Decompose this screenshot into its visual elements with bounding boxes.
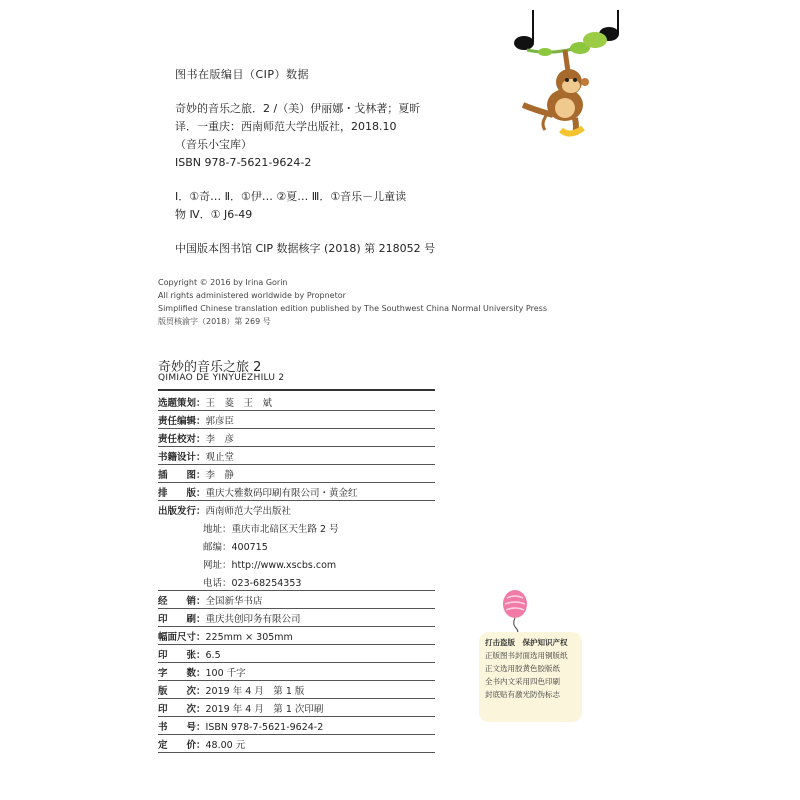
- notice-line: 正文选用胶黄色胶版纸: [485, 664, 560, 673]
- balloon-icon: [498, 588, 532, 634]
- row-divider: [158, 662, 435, 663]
- row-divider: [158, 716, 435, 717]
- copyright-line: 版贸核渝字（2018）第 269 号: [158, 317, 271, 326]
- row-divider: [158, 626, 435, 627]
- cip-line: 奇妙的音乐之旅．2 /（美）伊丽娜・戈林著；夏昕: [175, 102, 421, 115]
- spec-row: 幅面尺寸：225mm × 305mm: [158, 632, 293, 643]
- spec-row: 字 数：100 千字: [158, 668, 246, 679]
- row-divider: [158, 590, 435, 591]
- credit-row: 责任编辑：郭彦臣: [158, 416, 235, 427]
- spec-row: 印 张：6.5: [158, 650, 221, 661]
- notice-line: 全书内文采用四色印刷: [485, 677, 560, 686]
- spec-row: 书 号：ISBN 978-7-5621-9624-2: [158, 722, 324, 733]
- cip-title: 图书在版编目（CIP）数据: [175, 68, 310, 81]
- copyright-line: All rights administered worldwide by Propnetor: [158, 291, 346, 300]
- publisher-postcode: 邮编：400715: [203, 542, 268, 553]
- spec-row: 版 次：2019 年 4 月 第 1 版: [158, 686, 305, 697]
- credit-row: 书籍设计：观止堂: [158, 452, 235, 463]
- cip-line: 译．一重庆：西南师范大学出版社，2018.10: [175, 120, 397, 133]
- cip-classification: 物 Ⅳ．① J6-49: [175, 208, 253, 221]
- row-divider: [158, 446, 435, 447]
- credit-row: 插 图：李 静: [158, 470, 235, 481]
- cip-line: ISBN 978-7-5621-9624-2: [175, 156, 312, 169]
- cip-classification: Ⅰ．①奇… Ⅱ．①伊… ②夏… Ⅲ．①音乐－儿童读: [175, 190, 407, 203]
- row-divider: [158, 608, 435, 609]
- divider: [158, 389, 435, 391]
- copyright-line: Copyright © 2016 by Irina Gorin: [158, 278, 288, 287]
- spec-row: 印 次：2019 年 4 月 第 1 次印刷: [158, 704, 324, 715]
- cip-line: （音乐小宝库）: [175, 138, 252, 151]
- book-pinyin: QIMIAO DE YINYUEZHILU 2: [158, 373, 285, 383]
- credit-row: 出版发行：西南师范大学出版社: [158, 506, 292, 517]
- notice-line: 正版图书封面选用铜版纸: [485, 651, 568, 660]
- music-note-left-icon: [514, 36, 534, 50]
- credit-row: 责任校对：李 彦: [158, 434, 235, 445]
- spec-row: 印 刷：重庆共创印务有限公司: [158, 614, 301, 625]
- book-title: 奇妙的音乐之旅 2: [158, 360, 262, 375]
- publisher-phone: 电话：023-68254353: [203, 578, 302, 589]
- notice-heading: 打击盗版 保护知识产权: [485, 638, 568, 647]
- row-divider: [158, 428, 435, 429]
- credit-row: 选题策划：王 菱 王 斌: [158, 398, 273, 409]
- row-divider: [158, 410, 435, 411]
- publisher-address: 地址：重庆市北碚区天生路 2 号: [203, 524, 339, 535]
- row-divider: [158, 752, 435, 753]
- row-divider: [158, 698, 435, 699]
- cip-number: 中国版本图书馆 CIP 数据核字 (2018) 第 218052 号: [175, 242, 436, 255]
- notice-line: 封底贴有激光防伪标志: [485, 690, 560, 699]
- row-divider: [158, 734, 435, 735]
- credit-row: 排 版：重庆大雅数码印刷有限公司・黄金红: [158, 488, 358, 499]
- row-divider: [158, 680, 435, 681]
- spec-row: 定 价：48.00 元: [158, 740, 246, 751]
- spec-row: 经 销：全国新华书店: [158, 596, 263, 607]
- anti-piracy-notice: [479, 632, 582, 722]
- row-divider: [158, 464, 435, 465]
- copyright-line: Simplified Chinese translation edition published by The Southwest China Normal University Press: [158, 304, 547, 313]
- row-divider: [158, 482, 435, 483]
- row-divider: [158, 644, 435, 645]
- publisher-website[interactable]: 网址：http://www.xscbs.com: [203, 560, 337, 571]
- row-divider: [158, 500, 435, 501]
- monkey-illustration: [505, 10, 630, 140]
